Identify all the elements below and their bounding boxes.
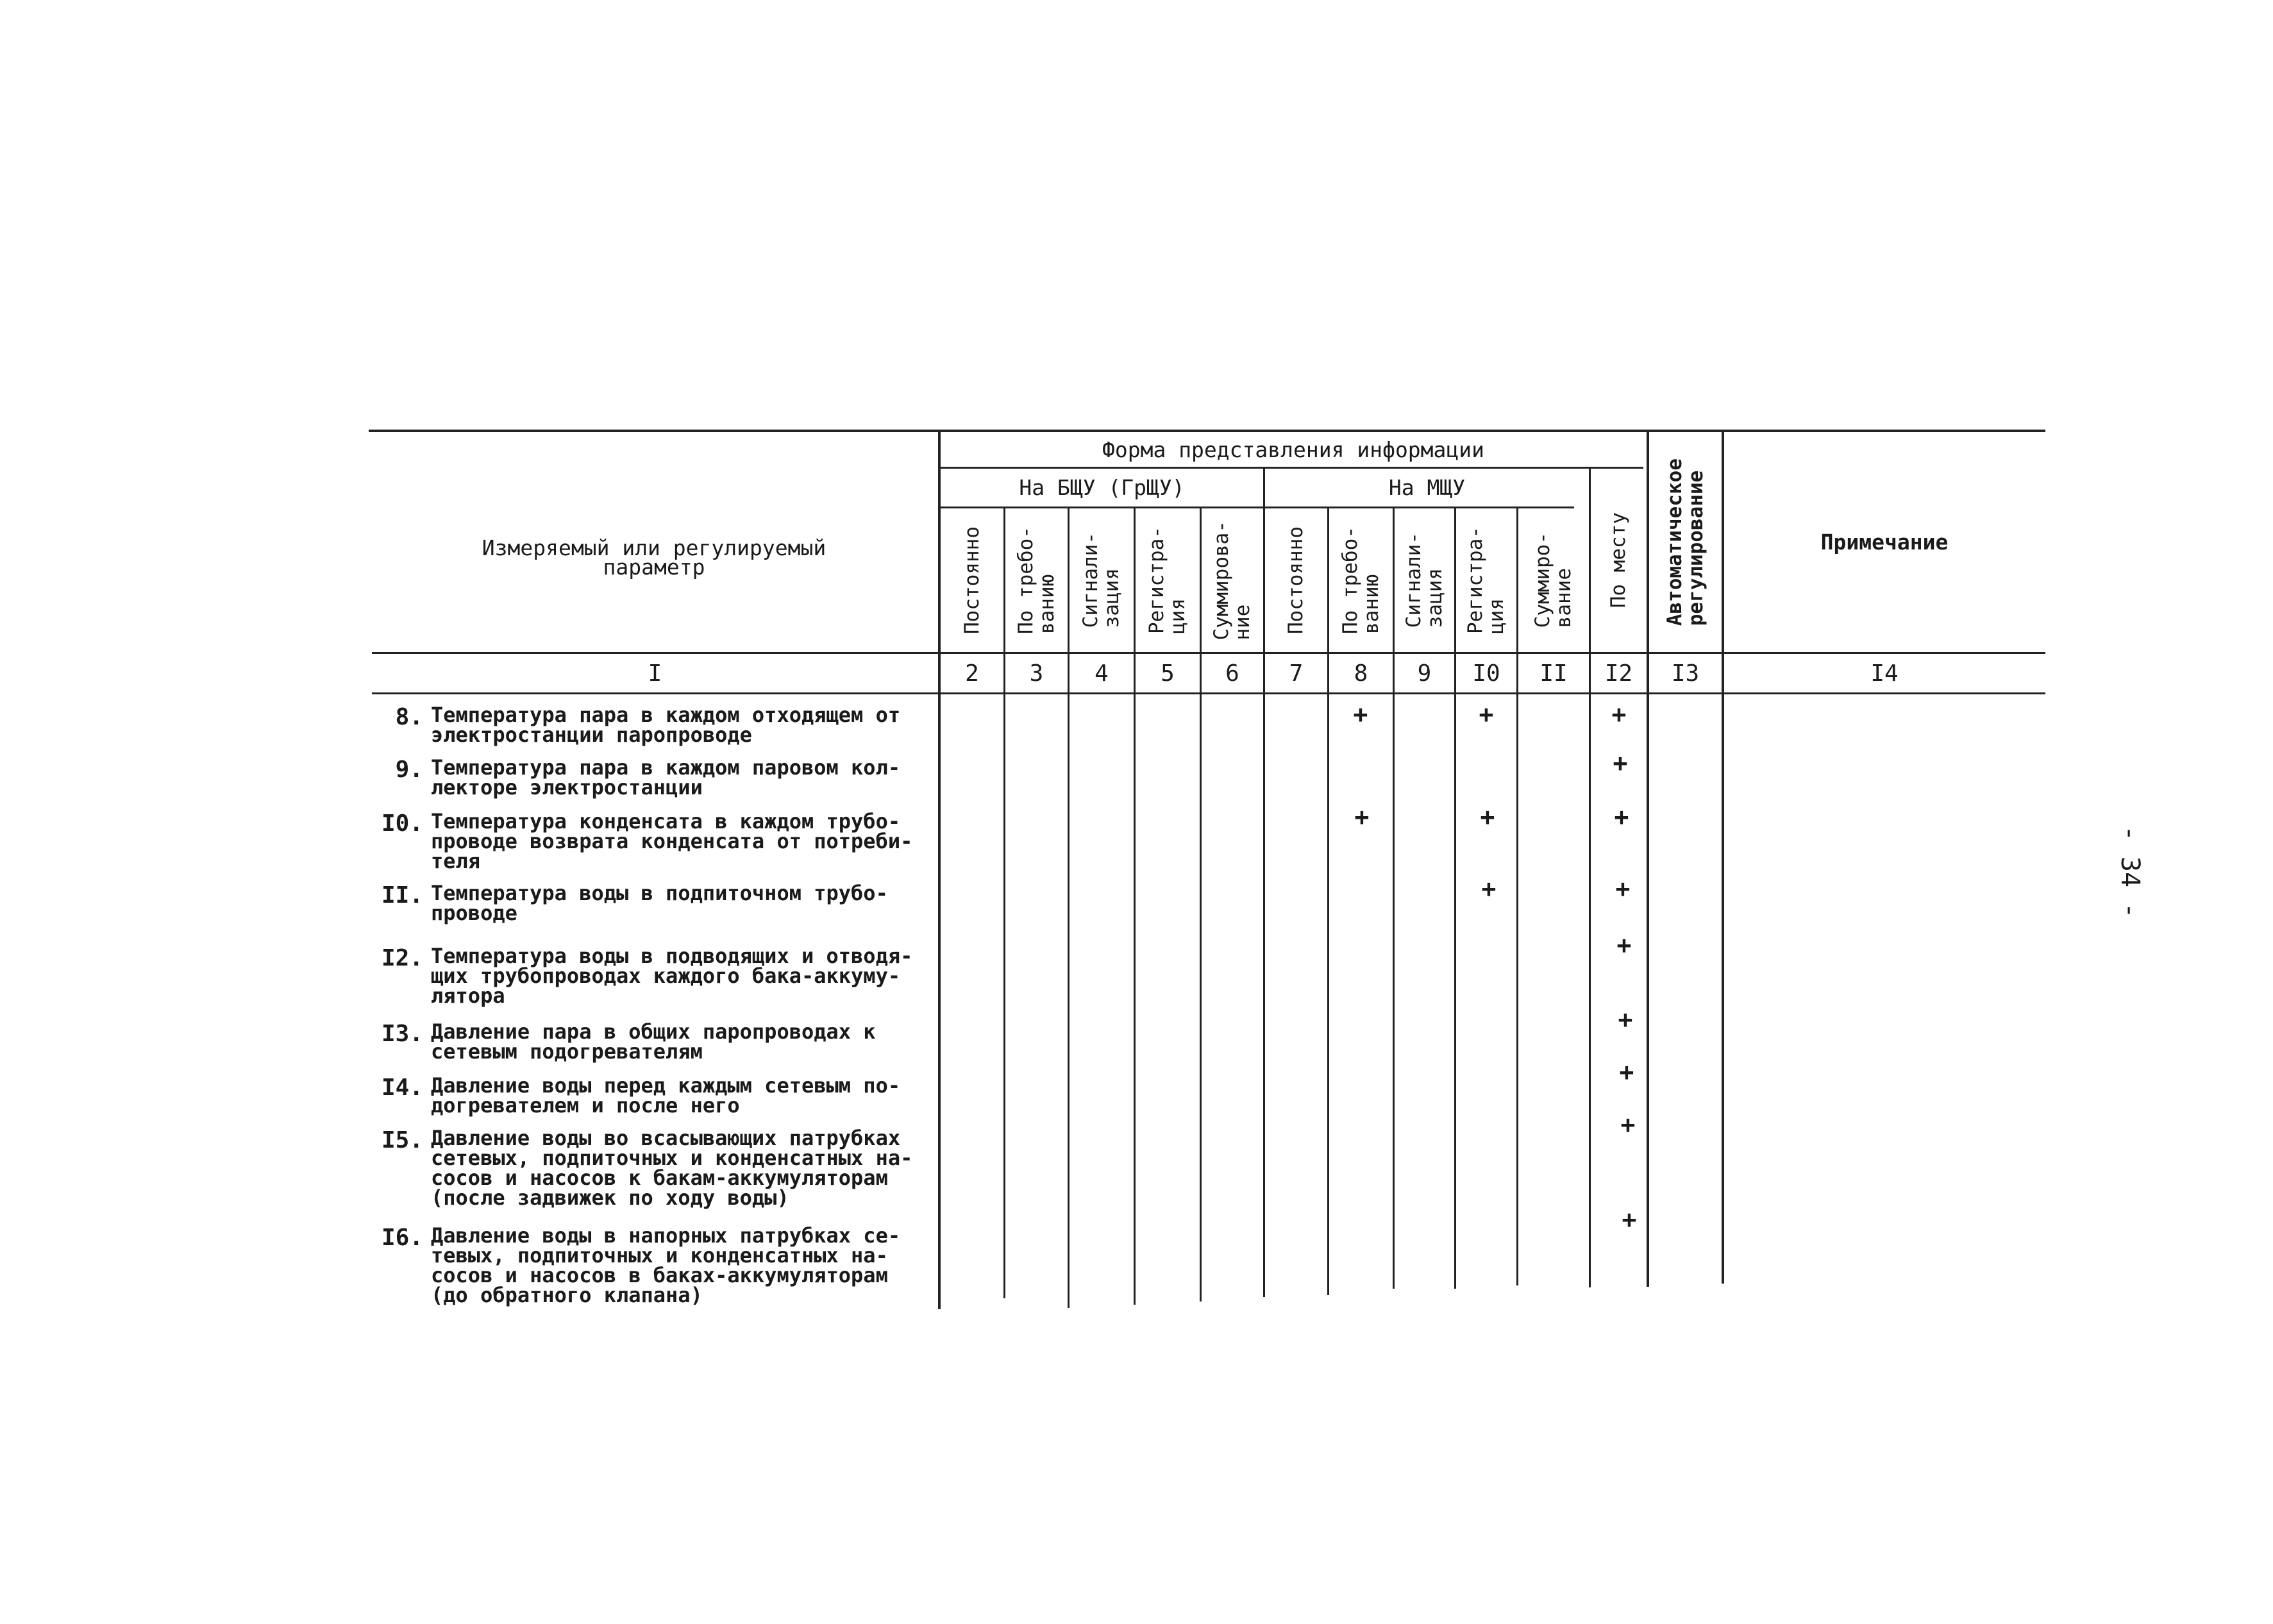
col-number-8: 8 [1354, 660, 1368, 687]
bshu-header: На БЩУ (ГрЩУ) [1019, 475, 1185, 500]
mark-row12-col12: + [1616, 931, 1632, 959]
row-8-number: 8. [395, 704, 423, 730]
col-header-mshu-on-demand: По требо- ванию [1338, 526, 1383, 634]
row-14-number: I4. [381, 1075, 423, 1101]
col-header-bshu-registration: Регистра- ция [1145, 526, 1189, 634]
info-form-header: Форма представления информации [1102, 437, 1485, 462]
col-header-local: По месту [1607, 512, 1630, 608]
row-16-text: Давление воды в напорных патрубках се- тевых, подпиточных и конденсатных на- сосов и насосов в баках-аккумуляторам (до обратного клапана) [431, 1223, 901, 1307]
col-header-auto-regulation: Автоматическое регулирование [1663, 458, 1707, 626]
note-header: Примечание [1820, 530, 1949, 555]
col-header-mshu-summation: Суммиро- вание [1531, 532, 1575, 628]
col-number-rule [372, 692, 2045, 694]
row-10-text: Температура конденсата в каждом трубо- проводе возврата конденсата от потреби- теля [431, 809, 913, 873]
page-number: - 34 - [2115, 825, 2145, 919]
param-header-text: Измеряемый или регулируемый параметр [482, 535, 826, 580]
mark-row8-col12: + [1611, 700, 1627, 728]
col-number-12: I2 [1604, 660, 1633, 687]
row-15-text: Давление воды во всасывающих патрубках сетевых, подпиточных и конденсатных на- сосов и насосов к бакам-аккумуляторам (после задвижек по ходу воды) [431, 1126, 913, 1210]
col-number-5: 5 [1161, 660, 1175, 687]
col-number-14: I4 [1870, 660, 1899, 687]
col-number-11: II [1539, 660, 1568, 687]
col-number-1: I [648, 660, 662, 687]
row-10-number: I0. [381, 810, 423, 837]
row-12-number: I2. [381, 945, 423, 971]
mark-row10-col12: + [1614, 803, 1629, 831]
mark-row8-col8: + [1353, 700, 1368, 728]
row-14-text: Давление воды перед каждым сетевым по- догревателем и после него [431, 1073, 901, 1118]
col-header-bshu-on-demand: По требо- ванию [1014, 526, 1059, 634]
mark-row15-col12: + [1620, 1110, 1636, 1139]
col-header-bshu-constant: Постоянно [960, 526, 984, 634]
col-number-9: 9 [1417, 660, 1432, 687]
row-9-text: Температура пара в каждом паровом кол- лекторе электростанции [431, 755, 901, 799]
mark-row16-col12: + [1622, 1205, 1637, 1234]
mark-row10-col10: + [1480, 803, 1495, 831]
mark-row14-col12: + [1619, 1058, 1634, 1086]
col-number-3: 3 [1029, 660, 1044, 687]
col-header-mshu-signaling: Сигнали- зация [1402, 532, 1447, 628]
col-number-6: 6 [1225, 660, 1239, 687]
row-16-number: I6. [381, 1225, 423, 1251]
row-13-text: Давление пара в общих паропроводах к сетевым подогревателям [431, 1019, 876, 1064]
col-number-10: I0 [1472, 660, 1500, 687]
col-header-bshu-summation: Суммирова- ние [1210, 520, 1254, 640]
col-header-mshu-registration: Регистра- ция [1464, 526, 1508, 634]
mark-row13-col12: + [1618, 1005, 1633, 1034]
row-12-text: Температура воды в подводящих и отводя- щих трубопроводах каждого бака-аккуму- лятора [431, 944, 913, 1008]
row-9-number: 9. [395, 757, 423, 783]
mark-row10-col8: + [1354, 803, 1370, 831]
col-header-bshu-signaling: Сигнали- зация [1079, 532, 1123, 628]
col-number-2: 2 [965, 660, 979, 687]
param-header [372, 468, 936, 648]
mark-row11-col10: + [1481, 875, 1497, 903]
col-number-4: 4 [1095, 660, 1109, 687]
col-number-7: 7 [1289, 660, 1304, 687]
mark-row9-col12: + [1613, 749, 1628, 777]
row-15-number: I5. [381, 1127, 423, 1153]
mark-row11-col12: + [1615, 875, 1631, 903]
mark-row8-col10: + [1479, 700, 1494, 728]
row-11-text: Температура воды в подпиточном трубо- проводе [431, 881, 888, 925]
col-number-13: I3 [1671, 660, 1700, 687]
col-header-mshu-constant: Постоянно [1284, 526, 1307, 634]
row-8-text: Температура пара в каждом отходящем от электростанции паропроводе [431, 703, 901, 747]
row-11-number: II. [381, 882, 423, 908]
row-13-number: I3. [381, 1021, 423, 1047]
mshu-header: На МЩУ [1388, 475, 1466, 500]
